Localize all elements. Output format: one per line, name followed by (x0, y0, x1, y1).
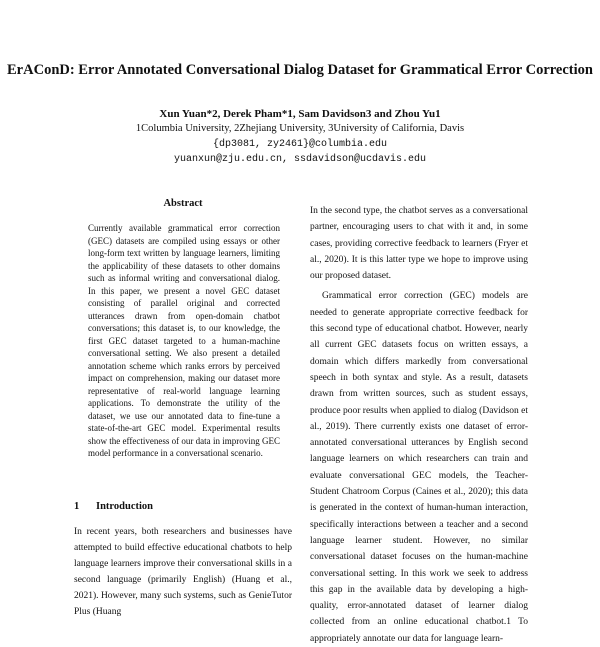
abstract-body: Currently available grammatical error correction (GEC) datasets are compiled using essays or other long-form text written by language learners, limiting the applicability of these datasets to other domains such as informal writing and conversational dialog. In this paper, we present a novel GEC dataset consisting of parallel original and corrected utterances drawn from open-domain chatbot conversations; this dataset is, to our knowledge, the first GEC dataset targeted to a human-machine conversational setting. We also present a detailed annotation scheme which ranks errors by perceived impact on comprehension, making our dataset more representative of real-world language learning applications. To demonstrate the utility of the dataset, we use our annotated data to fine-tune a state-of-the-art GEC model. Experimental results show the effectiveness of our data in improving GEC model performance in a conversational scenario. (88, 223, 280, 458)
section-heading-introduction (74, 501, 153, 512)
right-paragraph-1: In the second type, the chatbot serves as a conversational partner, encouraging users to chat with it and, in some cases, providing corrective feedback to learners (Fryer et al., 2020). It is this latter type we hope to improve using our proposed dataset. (310, 206, 528, 282)
section-number: 1 (74, 501, 80, 512)
paper-title: ErAConD: Error Annotated Conversational Dialog Dataset for Grammatical Error Correction (7, 62, 593, 78)
right-column (310, 203, 528, 647)
abstract-heading: Abstract (163, 198, 203, 209)
introduction-paragraph: In recent years, both researchers and businesses have attempted to build effective educational chatbots to help language learners improve their conversational skills in a second language (primarily English) (Huang et al., 2021). However, many such systems, such as GenieTutor Plus (Huang (74, 527, 292, 617)
section-title: Introduction (96, 501, 153, 512)
email-line-1: {dp3081, zy2461}@columbia.edu (212, 139, 388, 150)
right-paragraph-2: Grammatical error correction (GEC) models are needed to generate appropriate corrective feedback for this second type of educational chatbot. However, nearly all current GEC datasets focus on written essays, a domain which differs markedly from conversational speech in both syntax and style. As a result, datasets drawn from written sources, such as student essays, produce poor results when applied to dialog (Davidson et al., 2019). There currently exists one dataset of error-annotated conversational utterances by English second language learners on which researchers can train and evaluate conversational GEC models, the Teacher-Student Chatroom Corpus (Caines et al., 2020); this data is generated in the context of human-human interaction, specifically interactions between a teacher and a second language learner student. However, no similar conversational dataset focuses on the human-machine conversational setting. In this work we seek to address this gap in the available data by developing a high-quality, error-annotated dataset of learner dialog collected from an online educational chatbot.1 To appropriately annotate our data for language learn- (310, 291, 528, 644)
author-list: Xun Yuan*2, Derek Pham*1, Sam Davidson3 and Zhou Yu1 (159, 108, 441, 120)
affiliations: 1Columbia University, 2Zhejiang University, 3University of California, Davis (135, 123, 465, 134)
email-line-2: yuanxun@zju.edu.cn, ssdavidson@ucdavis.edu (173, 154, 427, 165)
